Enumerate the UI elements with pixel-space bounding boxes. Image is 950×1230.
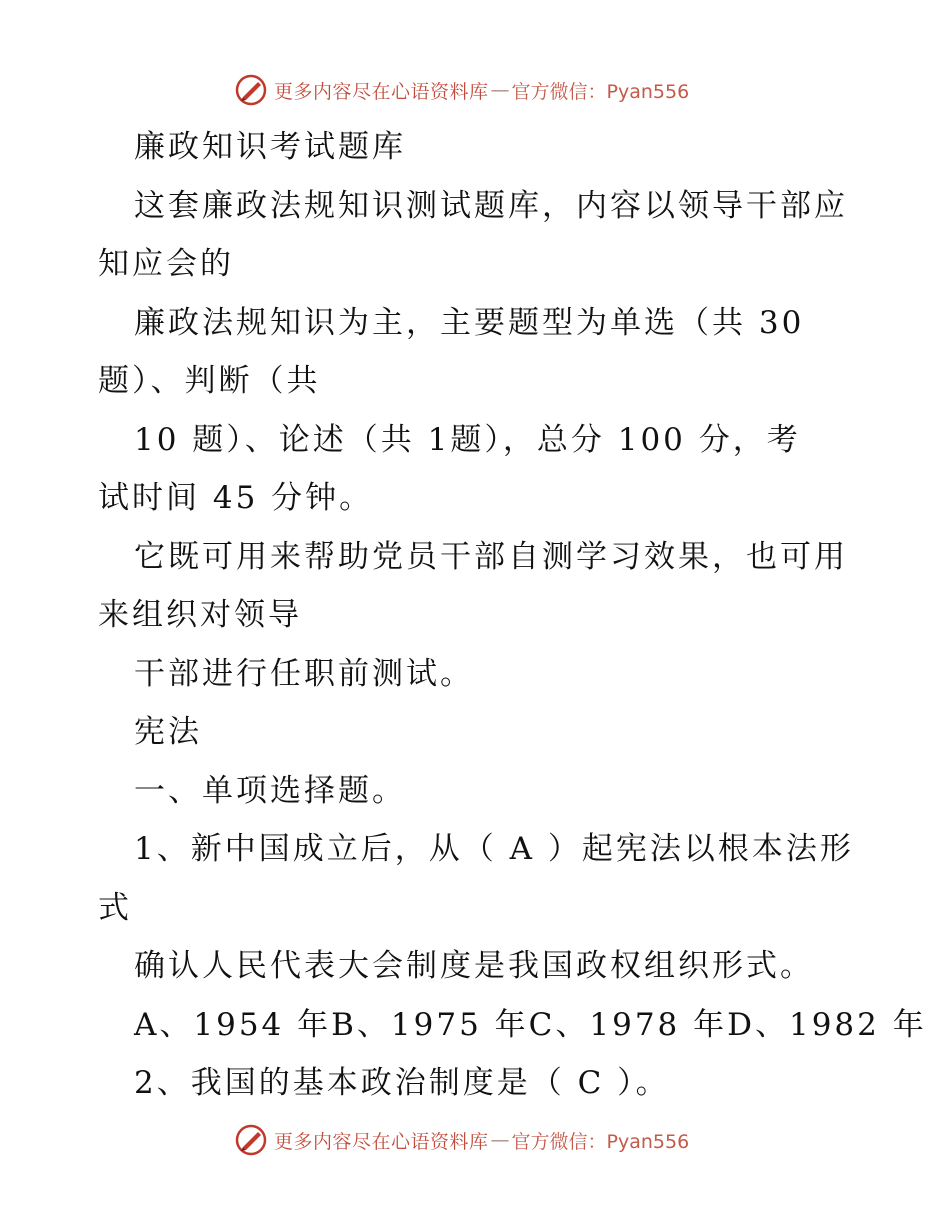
watermark-separator: — xyxy=(490,79,510,101)
answer-options: A、1954 年B、1975 年C、1978 年D、1982 年 xyxy=(134,1007,927,1043)
paragraph-line: 试时间 45 分钟。 xyxy=(98,480,374,516)
subsection-heading: 一、单项选择题。 xyxy=(134,773,406,809)
watermark-contact: 官方微信：Pyan556 xyxy=(511,1130,690,1153)
pen-logo-icon xyxy=(234,73,268,107)
document-title: 廉政知识考试题库 xyxy=(134,129,406,165)
paragraph-line: 它既可用来帮助党员干部自测学习效果，也可用 xyxy=(134,539,848,575)
watermark-header xyxy=(234,72,689,108)
paragraph-line: 10 题）、论述（共 1题），总分 100 分，考 xyxy=(134,422,801,458)
paragraph-line: 知应会的 xyxy=(98,246,234,282)
watermark-brand: 更多内容尽在心语资料库 xyxy=(274,1130,489,1153)
section-heading: 宪法 xyxy=(134,714,202,750)
question-line: 式 xyxy=(98,890,132,926)
watermark-contact: 官方微信：Pyan556 xyxy=(511,80,690,103)
paragraph-line: 题）、判断（共 xyxy=(98,363,321,399)
question-line: 2、我国的基本政治制度是（ C ）。 xyxy=(134,1065,670,1101)
paragraph-line: 来组织对领导 xyxy=(98,597,302,633)
watermark-brand: 更多内容尽在心语资料库 xyxy=(274,80,489,103)
question-line: 1、新中国成立后，从（ A ）起宪法以根本法形 xyxy=(134,831,854,867)
watermark-separator: — xyxy=(490,1129,510,1151)
watermark-footer xyxy=(234,1122,689,1158)
paragraph-line: 干部进行任职前测试。 xyxy=(134,656,474,692)
pen-logo-icon xyxy=(234,1123,268,1157)
question-line: 确认人民代表大会制度是我国政权组织形式。 xyxy=(134,948,814,984)
paragraph-line: 这套廉政法规知识测试题库，内容以领导干部应 xyxy=(134,188,848,224)
paragraph-line: 廉政法规知识为主，主要题型为单选（共 30 xyxy=(134,305,805,341)
